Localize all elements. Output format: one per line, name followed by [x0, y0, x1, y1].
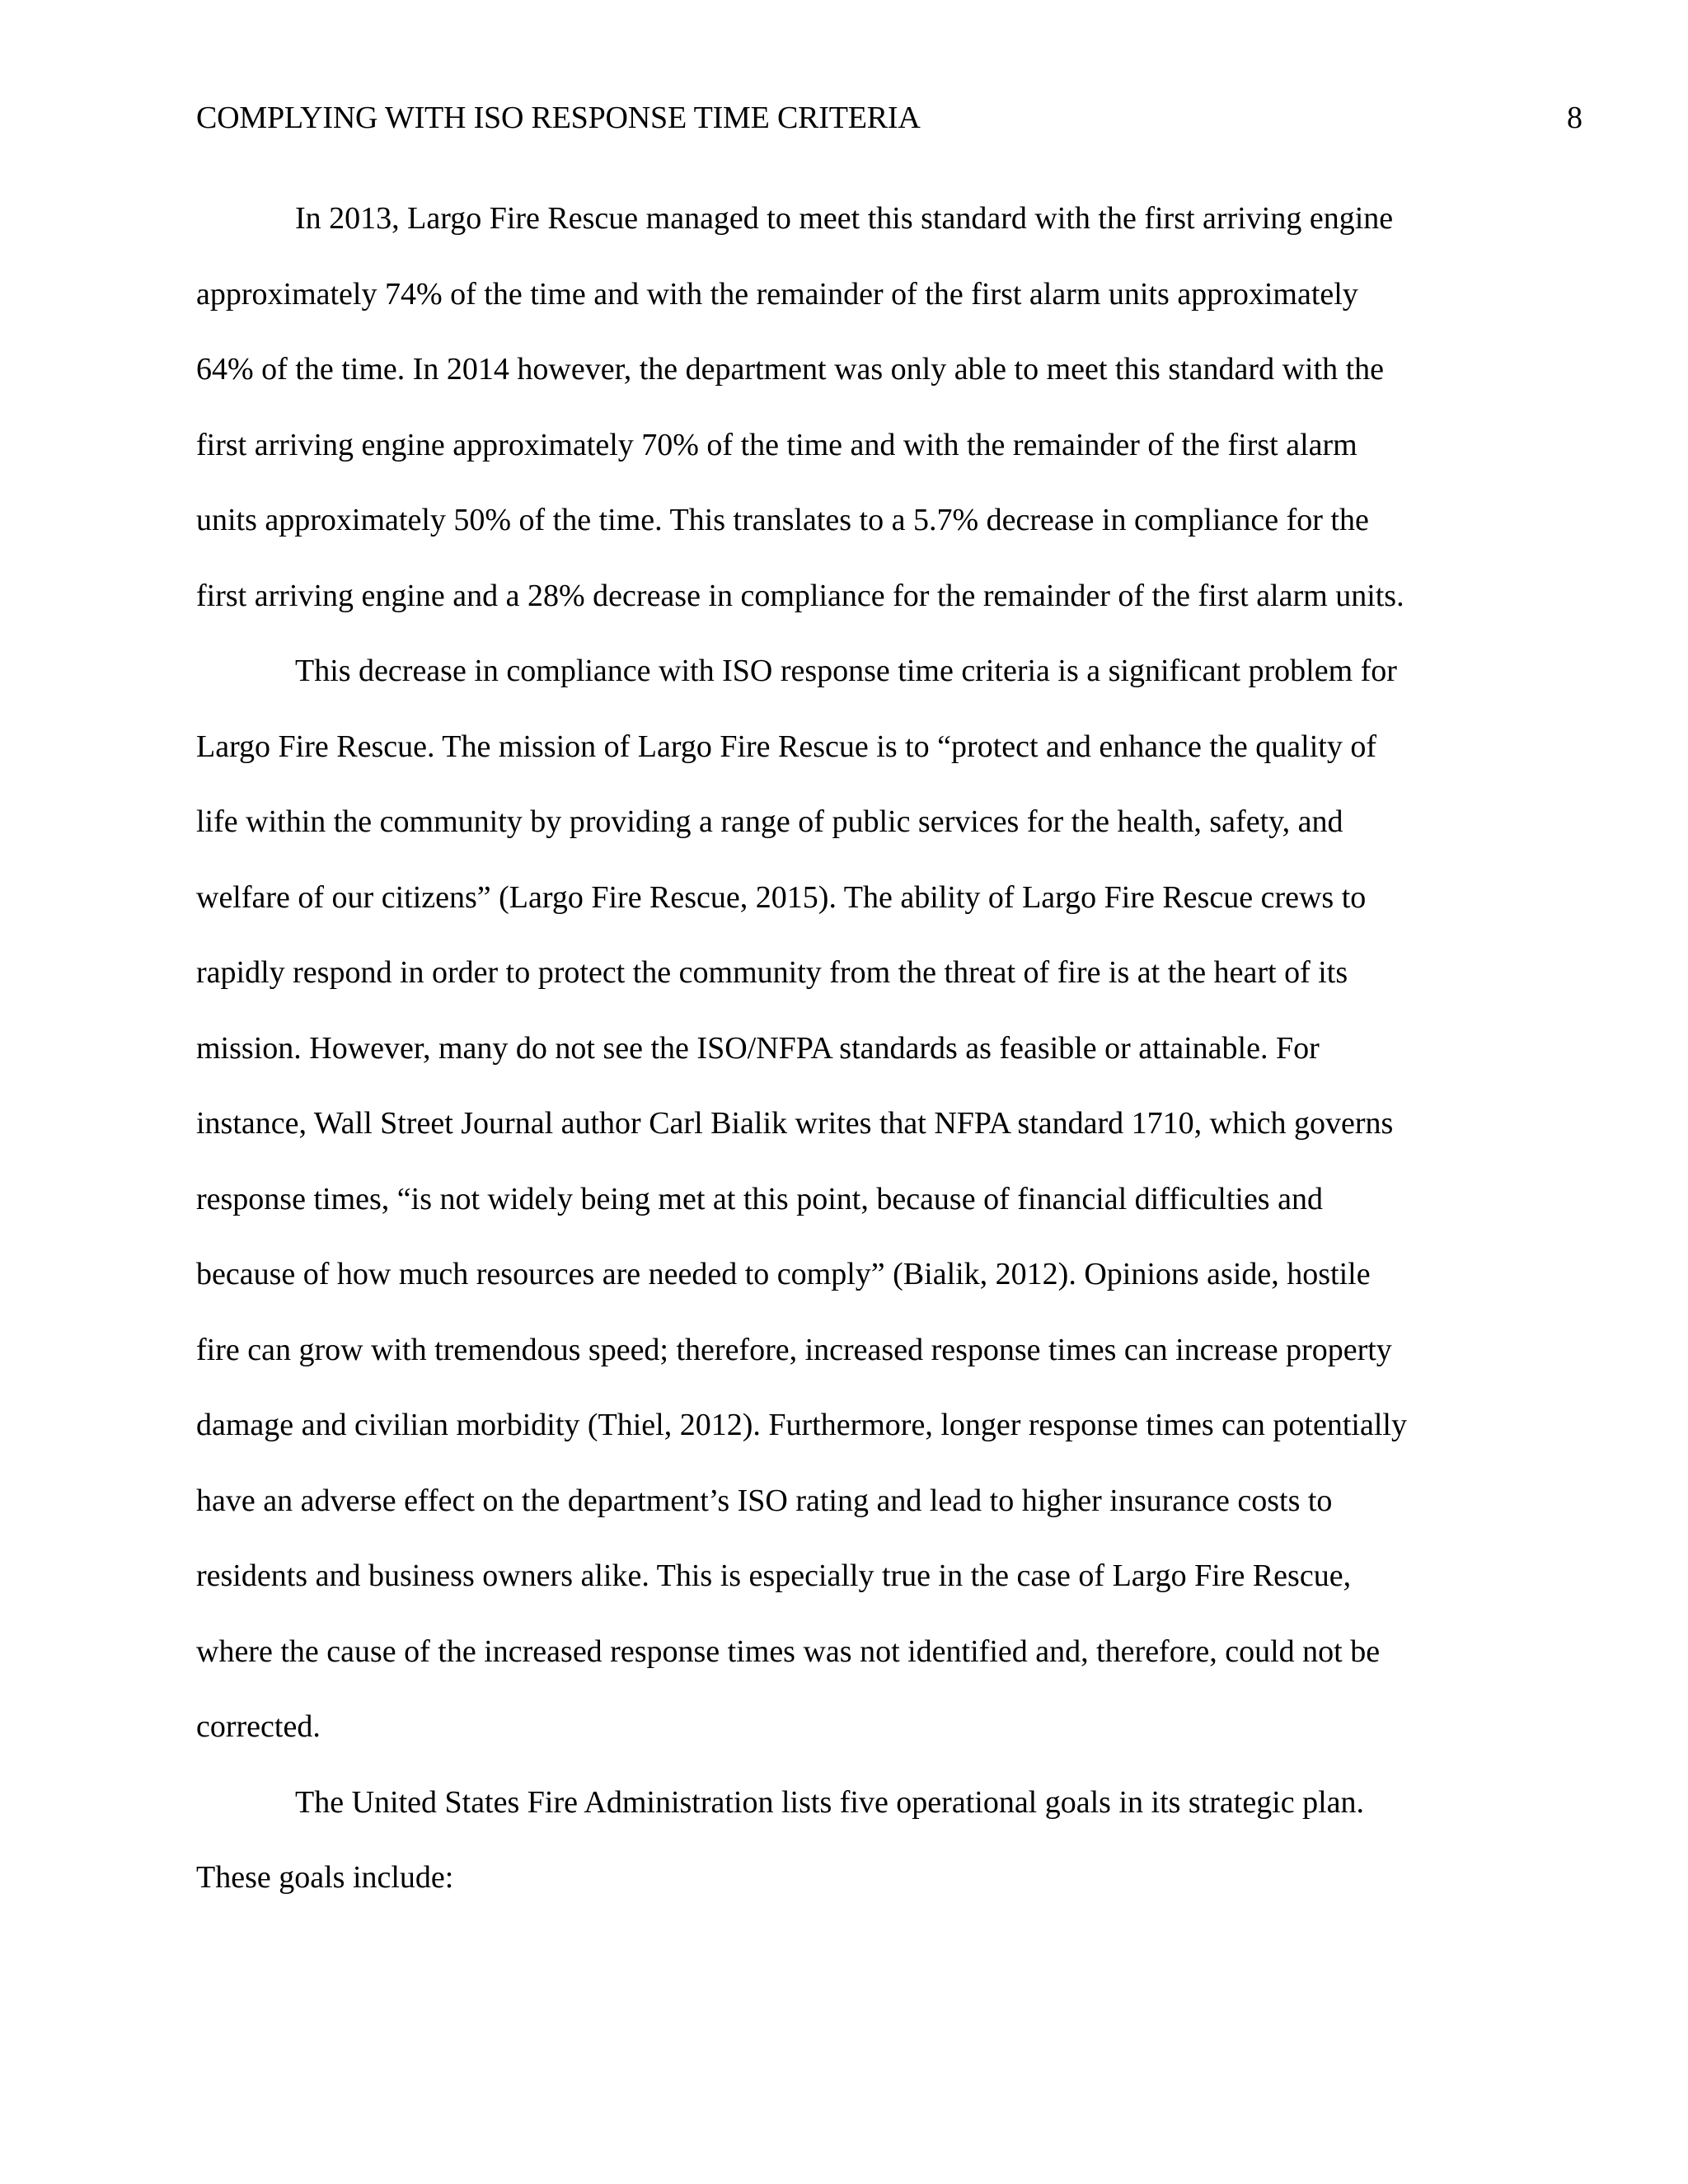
- text-line: mission. However, many do not see the ISO/NFPA standards as feasible or attainable. For: [196, 1030, 1320, 1066]
- text-line: because of how much resources are needed to comply” (Bialik, 2012). Opinions aside, hostile: [196, 1257, 1371, 1291]
- page-number: 8: [1567, 101, 1582, 135]
- text-line: fire can grow with tremendous speed; therefore, increased response times can increase property: [196, 1332, 1392, 1367]
- text-line: rapidly respond in order to protect the community from the threat of fire is at the heart of its: [196, 955, 1348, 990]
- text-line: The United States Fire Administration lists five operational goals in its strategic plan.: [295, 1784, 1365, 1820]
- running-head: [196, 97, 1582, 138]
- text-line: approximately 74% of the time and with the remainder of the first alarm units approximately: [196, 276, 1358, 312]
- text-line: instance, Wall Street Journal author Carl Bialik writes that NFPA standard 1710, which governs: [196, 1106, 1394, 1141]
- text-line: corrected.: [196, 1709, 321, 1744]
- text-line: units approximately 50% of the time. This translates to a 5.7% decrease in compliance for the: [196, 503, 1369, 537]
- text-line: first arriving engine approximately 70% of the time and with the remainder of the first alarm: [196, 427, 1357, 462]
- text-line: residents and business owners alike. This is especially true in the case of Largo Fire Rescue,: [196, 1558, 1352, 1593]
- text-line: 64% of the time. In 2014 however, the department was only able to meet this standard with the: [196, 352, 1385, 387]
- text-line: This decrease in compliance with ISO response time criteria is a significant problem for: [295, 654, 1397, 688]
- text-line: These goals include:: [196, 1860, 454, 1895]
- text-line: have an adverse effect on the department’s ISO rating and lead to higher insurance costs to: [196, 1483, 1333, 1518]
- text-line: Largo Fire Rescue. The mission of Largo Fire Rescue is to “protect and enhance the quality of: [196, 729, 1376, 764]
- text-line: damage and civilian morbidity (Thiel, 2012). Furthermore, longer response times can potentially: [196, 1408, 1407, 1442]
- running-head-title: COMPLYING WITH ISO RESPONSE TIME CRITERIA: [196, 101, 921, 135]
- text-line: welfare of our citizens” (Largo Fire Rescue, 2015). The ability of Largo Fire Rescue crews to: [196, 879, 1367, 915]
- text-line: first arriving engine and a 28% decrease in compliance for the remainder of the first alarm units.: [196, 578, 1404, 613]
- text-line: In 2013, Largo Fire Rescue managed to meet this standard with the first arriving engine: [295, 201, 1394, 236]
- text-line: where the cause of the increased response times was not identified and, therefore, could not be: [196, 1633, 1381, 1669]
- body-text: [196, 194, 1597, 1929]
- text-line: response times, “is not widely being met at this point, because of financial difficulties and: [196, 1181, 1323, 1216]
- text-line: life within the community by providing a range of public services for the health, safety, and: [196, 804, 1343, 839]
